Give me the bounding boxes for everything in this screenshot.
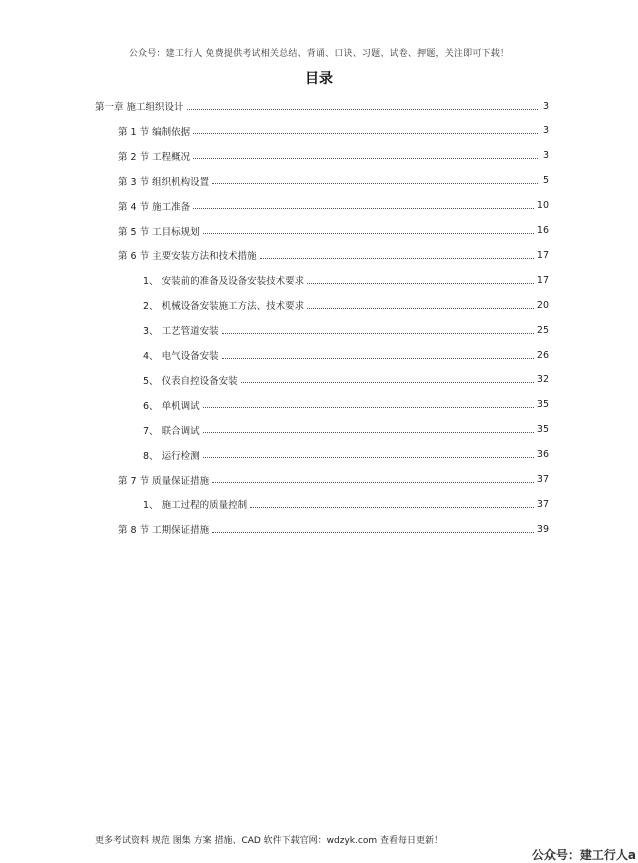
toc-entry-page: 35 (536, 424, 549, 436)
toc-entry-label: 8、 运行检测 (143, 450, 200, 462)
toc-entry-page: 37 (536, 474, 549, 485)
toc-entry[interactable] (95, 98, 549, 114)
toc-entry-page: 3 (542, 100, 549, 112)
toc-entry-page: 26 (536, 349, 549, 361)
toc-entry[interactable] (143, 347, 549, 363)
toc-entry[interactable] (118, 123, 549, 139)
toc-entry-label: 5、 仪表自控设备安装 (143, 375, 238, 387)
toc-entry-label: 7、 联合调试 (143, 425, 200, 437)
toc-entry-label: 1、 施工过程的质量控制 (143, 500, 248, 512)
toc-entry-page: 3 (542, 150, 549, 162)
toc-leader-dots (193, 133, 538, 134)
toc-leader-dots (250, 507, 534, 508)
toc-leader-dots (260, 258, 534, 259)
toc-leader-dots (203, 457, 534, 458)
toc-entry-label: 6、 单机调试 (143, 400, 200, 412)
toc-entry-label: 第一章 施工组织设计 (95, 102, 184, 113)
toc-entry[interactable] (143, 496, 549, 512)
toc-leader-dots (212, 482, 534, 483)
toc-entry-label: 第 2 节 工程概况 (118, 151, 191, 163)
toc-entry-page: 25 (536, 324, 549, 336)
toc-entry-label: 2、 机械设备安装施工方法、技术要求 (143, 301, 305, 313)
toc-leader-dots (203, 432, 534, 433)
toc-entry-page: 5 (542, 175, 549, 187)
toc-leader-dots (187, 109, 538, 110)
toc-entry-label: 第 6 节 主要安装方法和技术措施 (118, 251, 257, 263)
toc-leader-dots (203, 407, 534, 408)
toc-entry-page: 37 (536, 498, 549, 510)
toc-entry[interactable] (118, 173, 549, 189)
toc-entry[interactable] (143, 322, 549, 338)
toc-entry-page: 35 (536, 399, 549, 411)
toc-entry-label: 第 8 节 工期保证措施 (118, 525, 210, 537)
watermark: 公众号：建工行人a (531, 848, 636, 862)
toc-leader-dots (193, 158, 538, 159)
toc-entry[interactable] (143, 397, 549, 413)
toc-entry[interactable] (143, 297, 549, 313)
toc-leader-dots (222, 358, 534, 359)
page-title: 目录 (305, 71, 333, 87)
toc-entry-label: 第 3 节 组织机构设置 (118, 176, 210, 188)
toc-leader-dots (307, 283, 534, 284)
toc-entry-label: 第 1 节 编制依据 (118, 126, 191, 138)
toc-entry-label: 第 5 节 工目标规划 (118, 226, 200, 238)
toc-entry[interactable] (118, 247, 549, 263)
toc-entry-label: 第 7 节 质量保证措施 (118, 475, 210, 487)
toc-entry[interactable] (118, 198, 549, 214)
toc-entry[interactable] (118, 223, 549, 239)
toc-entry-label: 3、 工艺管道安装 (143, 326, 219, 338)
header-note: 公众号：建工行人 免费提供考试相关总结、背诵、口诀、习题、试卷、押题，关注即可下载！ (128, 49, 510, 59)
toc-entry-label: 第 4 节 施工准备 (118, 201, 191, 213)
toc-entry[interactable] (118, 148, 549, 164)
toc-entry-label: 4、 电气设备安装 (143, 351, 219, 362)
toc-entry-page: 17 (536, 274, 549, 286)
toc-entry-label: 1、 安装前的准备及设备安装技术要求 (143, 276, 305, 288)
toc-entry[interactable] (143, 422, 549, 438)
toc-leader-dots (222, 333, 534, 334)
toc-entry-page: 10 (536, 200, 549, 212)
toc-leader-dots (307, 308, 534, 309)
toc-entry[interactable] (118, 472, 549, 488)
toc-entry[interactable] (143, 272, 549, 288)
toc-entry-page: 39 (536, 523, 549, 535)
toc-entry-page: 16 (536, 225, 549, 236)
footer-note: 更多考试资料 规范 图集 方案 措施、CAD 软件下载官网：wdzyk.com 查看每日更新！ (95, 836, 443, 846)
toc-entry-page: 3 (542, 125, 549, 137)
toc-leader-dots (212, 183, 538, 184)
toc-leader-dots (212, 532, 534, 533)
toc-entry-page: 17 (536, 249, 549, 261)
toc-entry-page: 32 (536, 374, 549, 386)
toc-entry[interactable] (143, 447, 549, 463)
toc-entry[interactable] (143, 372, 549, 388)
toc-leader-dots (241, 382, 534, 383)
toc-entry-page: 20 (536, 299, 549, 311)
toc-leader-dots (193, 208, 534, 209)
toc-entry[interactable] (118, 521, 549, 537)
toc-leader-dots (203, 233, 534, 234)
toc-entry-page: 36 (536, 449, 549, 461)
